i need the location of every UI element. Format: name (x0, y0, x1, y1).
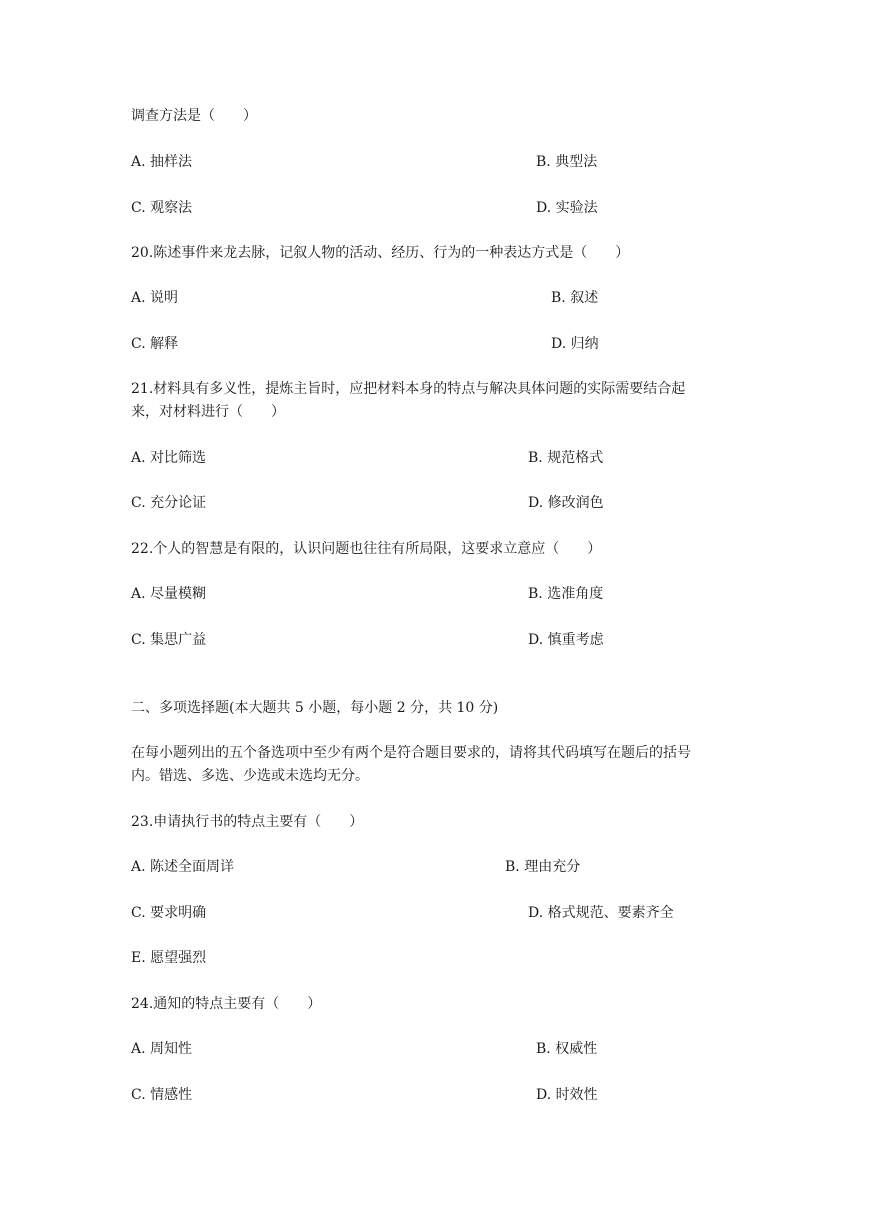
q19-option-c: C. 观察法 (131, 200, 193, 216)
q23-stem: 23.申请执行书的特点主要有（ ） (131, 814, 364, 830)
q19-option-b: B. 典型法 (536, 154, 598, 170)
q19-option-a: A. 抽样法 (131, 154, 193, 170)
q22-option-b: B. 选准角度 (528, 586, 604, 602)
q23-option-a: A. 陈述全面周详 (131, 859, 235, 875)
q24-option-d: D. 时效性 (536, 1087, 598, 1103)
q22-stem: 22.个人的智慧是有限的，认识问题也往往有所局限，这要求立意应（ ） (131, 541, 602, 557)
section2-instruction-line1: 在每小题列出的五个备选项中至少有两个是符合题目要求的，请将其代码填写在题后的括号 (131, 745, 691, 761)
q21-option-b: B. 规范格式 (528, 450, 604, 466)
q24-option-b: B. 权威性 (536, 1041, 598, 1057)
q21-option-d: D. 修改润色 (528, 495, 604, 511)
q24-option-c: C. 情感性 (131, 1087, 193, 1103)
q21-stem-line2: 来，对材料进行（ ） (131, 404, 285, 420)
q20-option-d: D. 归纳 (551, 336, 599, 352)
q24-option-a: A. 周知性 (131, 1041, 193, 1057)
q24-stem: 24.通知的特点主要有（ ） (131, 996, 322, 1012)
q20-option-b: B. 叙述 (551, 290, 599, 306)
q20-option-c: C. 解释 (131, 336, 179, 352)
q19-stem-tail: 调查方法是（ ） (131, 108, 257, 124)
q19-option-d: D. 实验法 (536, 200, 598, 216)
q22-option-a: A. 尽量模糊 (131, 586, 207, 602)
q21-option-c: C. 充分论证 (131, 495, 207, 511)
section2-title: 二、多项选择题(本大题共 5 小题，每小题 2 分，共 10 分) (131, 700, 499, 716)
q21-stem-line1: 21.材料具有多义性，提炼主旨时，应把材料本身的特点与解决具体问题的实际需要结合起 (131, 381, 686, 397)
q23-option-e: E. 愿望强烈 (131, 950, 207, 966)
q21-option-a: A. 对比筛选 (131, 450, 207, 466)
q22-option-c: C. 集思广益 (131, 632, 207, 648)
q20-stem: 20.陈述事件来龙去脉，记叙人物的活动、经历、行为的一种表达方式是（ ） (131, 245, 630, 261)
section2-instruction-line2: 内。错选、多选、少选或未选均无分。 (131, 768, 369, 784)
q23-option-c: C. 要求明确 (131, 905, 207, 921)
q22-option-d: D. 慎重考虑 (528, 632, 604, 648)
q23-option-b: B. 理由充分 (505, 859, 581, 875)
q23-option-d: D. 格式规范、要素齐全 (528, 905, 674, 921)
q20-option-a: A. 说明 (131, 290, 179, 306)
